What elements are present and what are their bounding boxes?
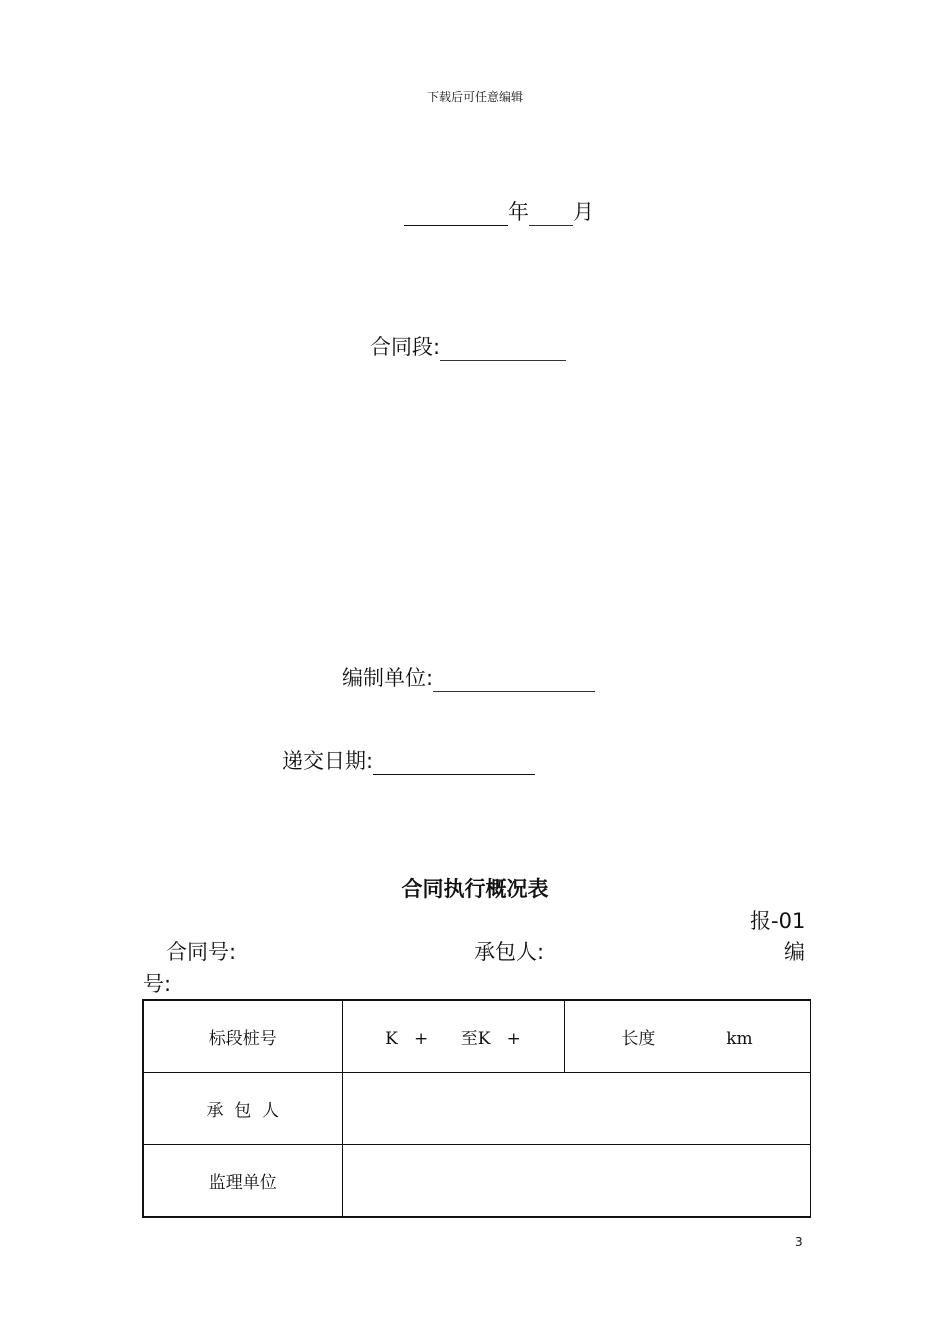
serial-label-part2: 号:	[143, 972, 172, 996]
length-unit: km	[726, 1029, 753, 1049]
submit-date-field	[282, 745, 535, 775]
month-label: 月	[573, 200, 594, 224]
table-row	[143, 1145, 810, 1218]
contractor-value-cell[interactable]	[342, 1073, 810, 1145]
table-row	[143, 1073, 810, 1145]
submit-date-blank[interactable]	[373, 750, 535, 775]
stake-range-text: K + 至K +	[385, 1029, 521, 1049]
table-row	[143, 1000, 810, 1073]
serial-label-part1: 编	[784, 940, 805, 964]
supervisor-value-cell[interactable]	[342, 1145, 810, 1218]
length-cell[interactable]	[564, 1000, 810, 1073]
contract-section-field	[370, 331, 566, 361]
contractor-row-label: 承 包 人	[143, 1073, 342, 1145]
year-blank[interactable]	[404, 201, 508, 226]
compiler-field	[342, 662, 595, 692]
compiler-label: 编制单位:	[342, 666, 434, 690]
supervisor-row-label: 监理单位	[143, 1145, 342, 1218]
contract-summary-table	[142, 999, 811, 1218]
submit-date-label: 递交日期:	[282, 749, 374, 773]
compiler-blank[interactable]	[433, 667, 595, 692]
stake-range-cell[interactable]	[342, 1000, 564, 1073]
section-stake-label: 标段桩号	[143, 1000, 342, 1073]
contract-no-label: 合同号:	[166, 940, 237, 964]
month-blank[interactable]	[529, 201, 573, 226]
length-label: 长度	[621, 1029, 656, 1049]
form-code: 报-01	[750, 909, 806, 933]
contract-section-blank[interactable]	[440, 336, 566, 361]
contract-section-label: 合同段:	[370, 335, 441, 359]
table-title: 合同执行概况表	[401, 877, 549, 901]
year-label: 年	[508, 200, 529, 224]
contractor-label: 承包人:	[474, 940, 545, 964]
page-number: 3	[795, 1235, 803, 1249]
header-note: 下载后可任意编辑	[426, 90, 523, 104]
year-month-line	[404, 196, 594, 226]
